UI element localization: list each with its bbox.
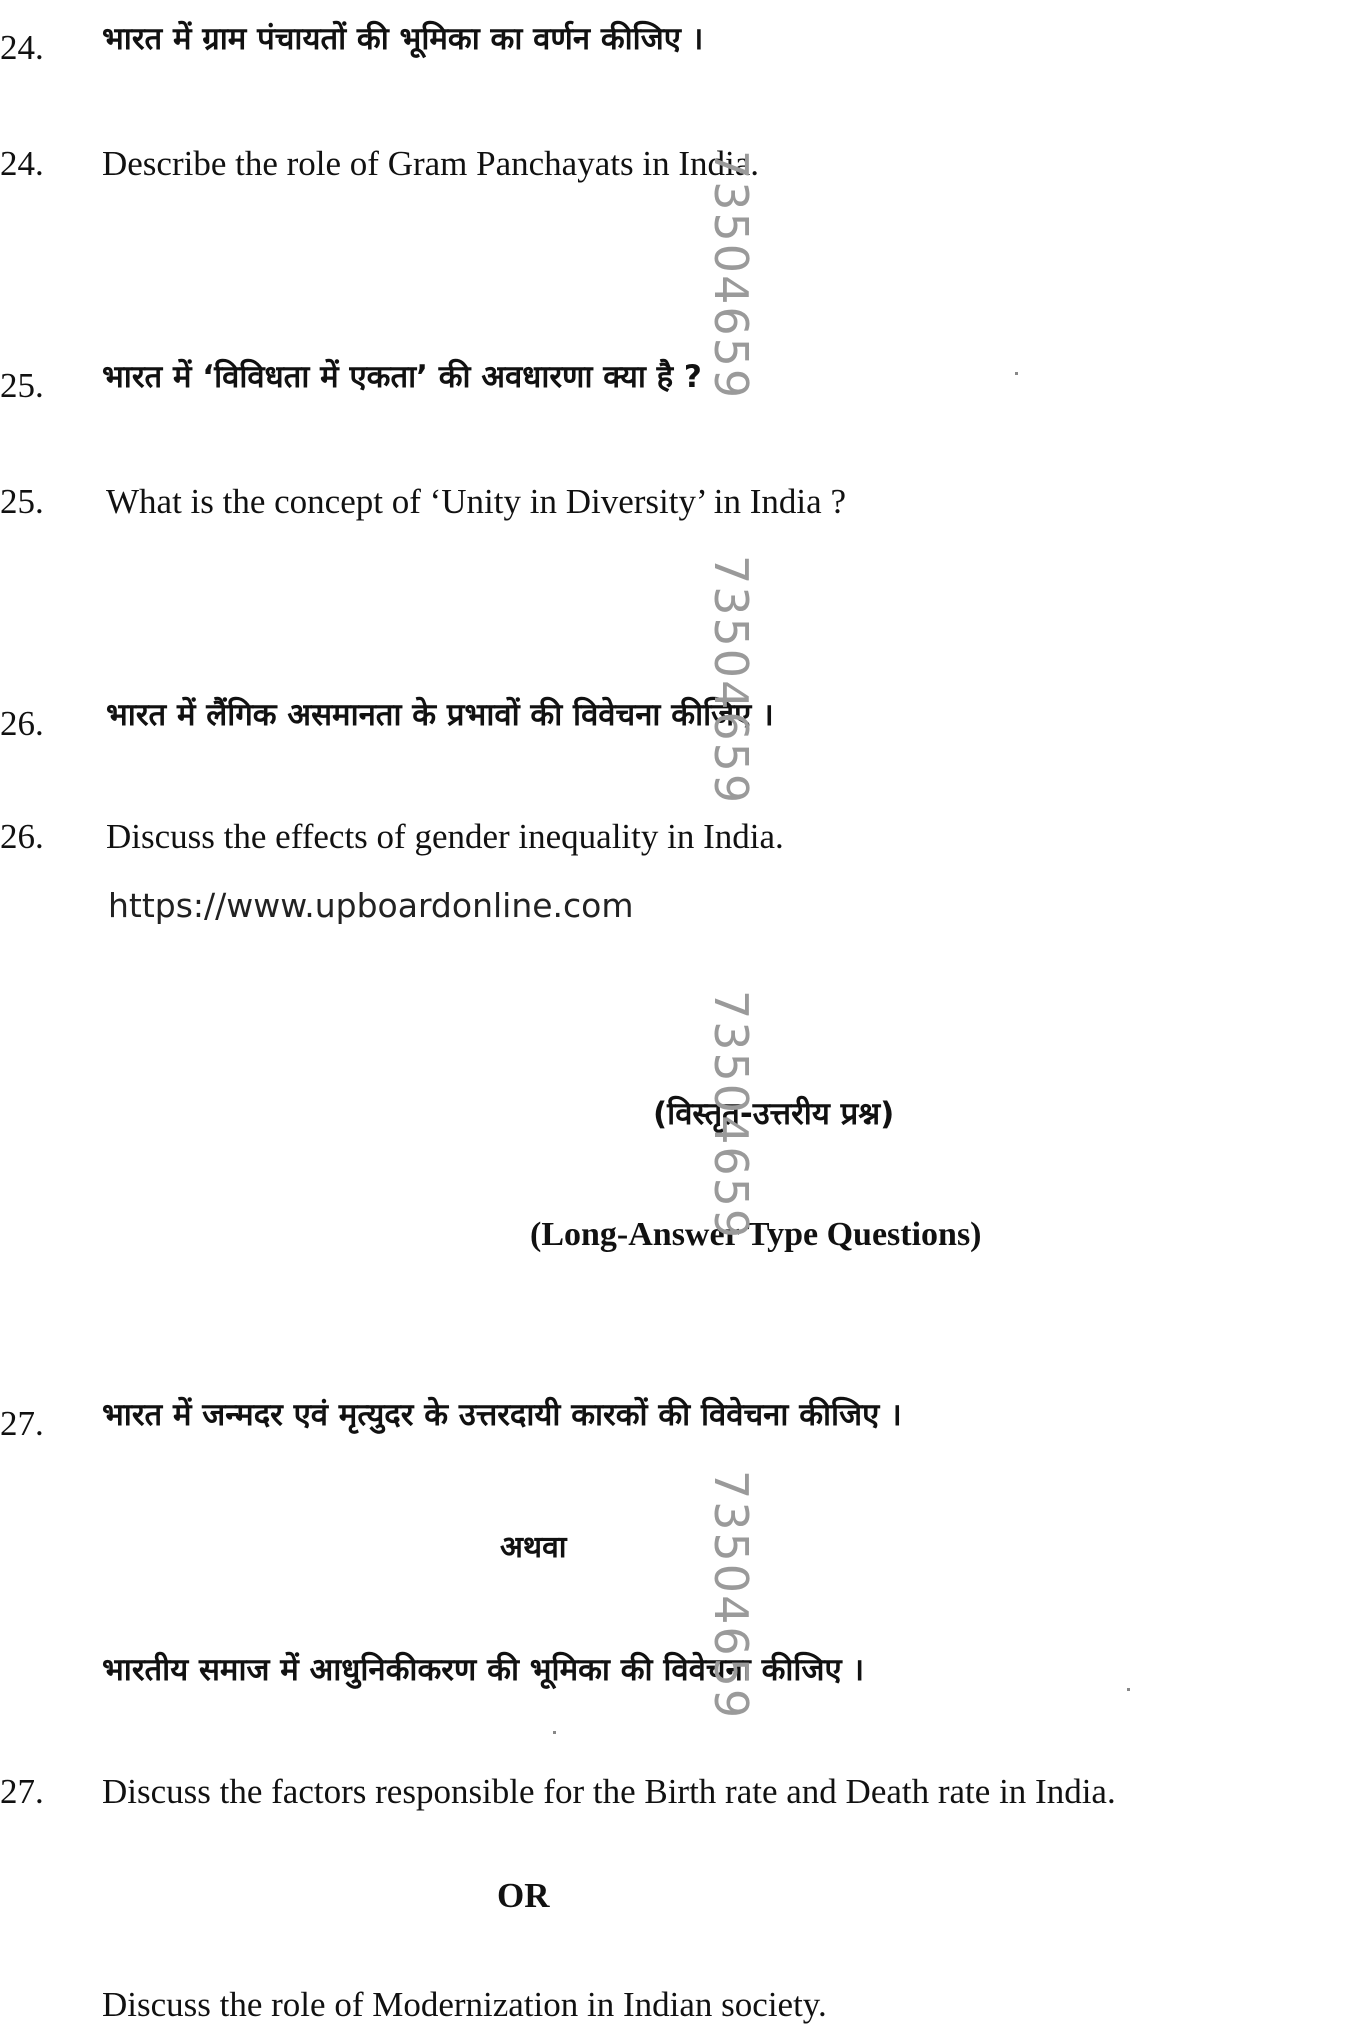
website-url: https://www.upboardonline.com <box>108 886 634 925</box>
section-heading-hindi: (विस्तृत-उत्तरीय प्रश्न) <box>653 1096 895 1132</box>
question-text: Describe the role of Gram Panchayats in India. <box>102 144 759 183</box>
scan-speck <box>1015 372 1018 375</box>
question-text: भारत में लैंगिक असमानता के प्रभावों की विवेचना कीजिए । <box>106 697 774 733</box>
question-number: 24. <box>0 144 44 183</box>
question-number: 26. <box>0 817 44 856</box>
or-label-english: OR <box>497 1876 550 1915</box>
question-text: What is the concept of ‘Unity in Diversity’ in India ? <box>106 482 846 521</box>
section-heading-english: (Long-Answer Type Questions) <box>530 1216 982 1253</box>
question-text: Discuss the factors responsible for the Birth rate and Death rate in India. <box>102 1772 1116 1811</box>
watermark-number: 73504659 <box>704 150 758 401</box>
question-number: 27. <box>0 1404 44 1443</box>
watermark-number: 73504659 <box>704 1470 758 1721</box>
question-number: 24. <box>0 28 44 67</box>
scan-speck <box>553 1731 556 1734</box>
scan-speck <box>1127 1688 1130 1691</box>
watermark-number: 73504659 <box>704 990 758 1241</box>
or-label-hindi: अथवा <box>500 1530 567 1565</box>
question-number: 25. <box>0 482 44 521</box>
alternative-question-english: Discuss the role of Modernization in Indian society. <box>102 1985 827 2024</box>
watermark-number: 73504659 <box>704 555 758 806</box>
question-text: भारत में ‘विविधता में एकता’ की अवधारणा क्या है ? <box>102 359 702 395</box>
question-text: भारत में ग्राम पंचायतों की भूमिका का वर्णन कीजिए । <box>102 21 704 57</box>
question-number: 27. <box>0 1772 44 1811</box>
alternative-question-hindi: भारतीय समाज में आधुनिकीकरण की भूमिका की विवेचना कीजिए । <box>102 1652 865 1688</box>
question-number: 26. <box>0 704 44 743</box>
question-text: भारत में जन्मदर एवं मृत्युदर के उत्तरदायी कारकों की विवेचना कीजिए । <box>102 1397 902 1433</box>
question-number: 25. <box>0 366 44 405</box>
question-text: Discuss the effects of gender inequality in India. <box>106 817 784 856</box>
